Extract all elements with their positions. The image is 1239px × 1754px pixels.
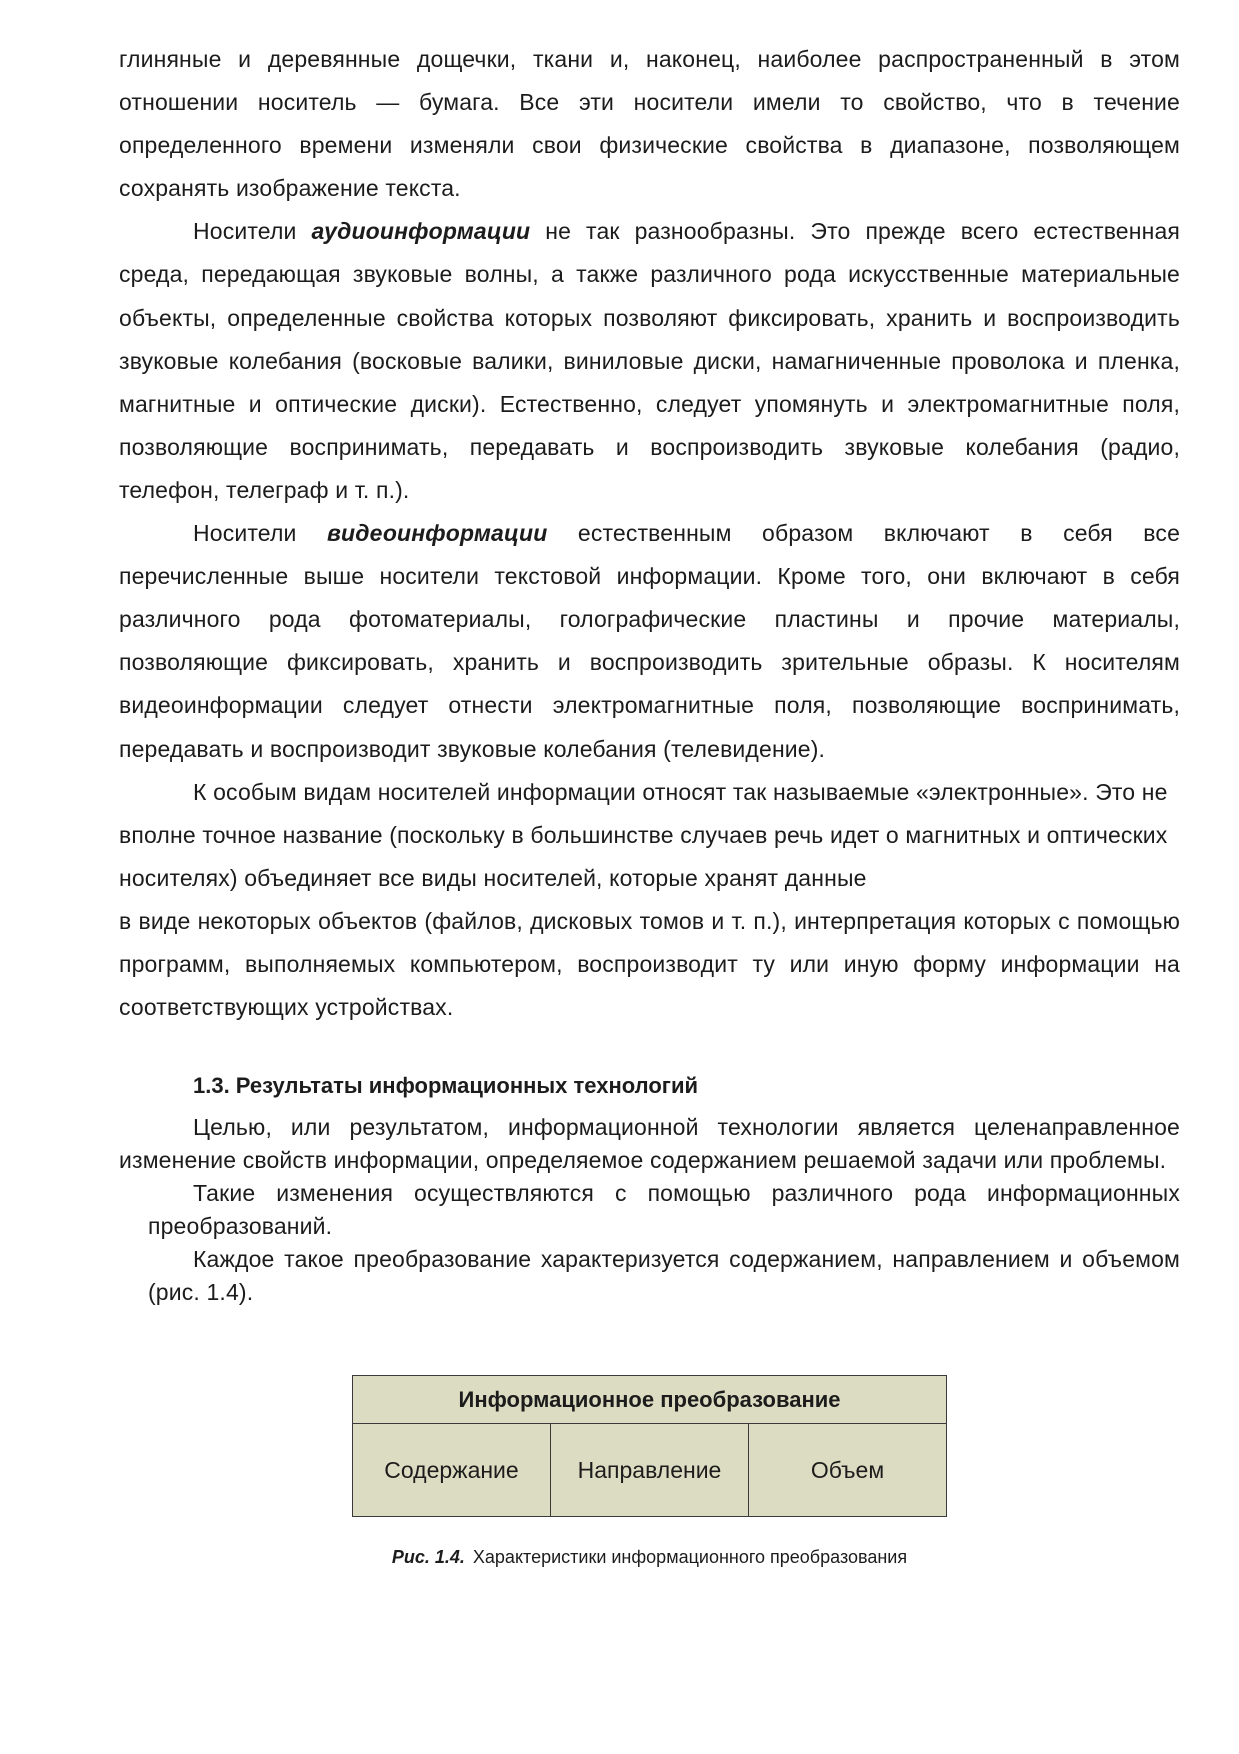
paragraph-video-lead: Носители bbox=[193, 520, 328, 547]
paragraph-audio-lead: Носители bbox=[193, 218, 312, 245]
diagram-title-cell: Информационное преобразование bbox=[353, 1376, 947, 1424]
figure-caption-text: Характеристики информационного преобразования bbox=[472, 1547, 908, 1567]
paragraph-electronic-carriers-part1: К особым видам носителей информации относят так называемые «электронные». Это не вполне точное название (поскольку в большинстве случаев речь идет о магнитных и оптических носителях) объединяет все виды носителей, которые хранят данные bbox=[119, 778, 1168, 891]
paragraph-video-body: естественным образом включают в себя все перечисленные выше носители текстовой информации. Кроме того, они включают в себя различного рода фотоматериалы, голографические пластины и прочие материалы, позволяющие фиксировать, хранить и воспроизводить зрительные образы. К носителям видеоинформации следует отнести электромагнитные поля, позволяющие воспринимать, передавать и воспроизводит звуковые колебания (телевидение). bbox=[119, 520, 1181, 762]
paragraph-electronic-carriers-part2: в виде некоторых объектов (файлов, дисковых томов и т. п.), интерпретация которых с помощью программ, выполняемых компьютером, воспроизводит ту или иную форму информации на соответствующих устройствах. bbox=[119, 907, 1180, 1021]
section-paragraph-goal: Целью, или результатом, информационной технологии является целенаправленное изменение свойств информации, определяемое содержанием решаемой задачи или проблемы. bbox=[119, 1114, 1180, 1174]
figure-caption-label: Рис. 1.4. bbox=[391, 1547, 465, 1567]
diagram-cell-content: Содержание bbox=[353, 1424, 551, 1517]
term-audio-information: аудиоинформации bbox=[311, 218, 531, 245]
term-video-information: видеоинформации bbox=[327, 520, 548, 547]
transformation-diagram bbox=[352, 1375, 947, 1517]
paragraph-text-carriers: глиняные и деревянные дощечки, ткани и, наконец, наиболее распространенный в этом отношении носитель — бумага. Все эти носители имели то свойство, что в течение определенного времени изменяли свои физические свойства в диапазоне, позволяющем сохранять изображение текста. bbox=[119, 46, 1180, 202]
figure-caption bbox=[352, 1547, 947, 1568]
figure-1-4 bbox=[352, 1375, 947, 1568]
paragraph-audio-carriers bbox=[119, 210, 1180, 512]
diagram-cell-volume: Объем bbox=[749, 1424, 947, 1517]
section-paragraph-transformations: Такие изменения осуществляются с помощью различного рода информационных преобразований. bbox=[148, 1180, 1180, 1240]
section-paragraph-characteristics: Каждое такое преобразование характеризуется содержанием, направлением и объемом (рис. 1.4). bbox=[148, 1246, 1180, 1306]
diagram-cell-direction: Направление bbox=[551, 1424, 749, 1517]
section-heading: 1.3. Результаты информационных технологий bbox=[193, 1073, 699, 1099]
paragraph-audio-body: не так разнообразны. Это прежде всего естественная среда, передающая звуковые волны, а также различного рода искусственные материальные объекты, определенные свойства которых позволяют фиксировать, хранить и воспроизводить звуковые колебания (восковые валики, виниловые диски, намагниченные проволока и пленка, магнитные и оптические диски). Естественно, следует упомянуть и электромагнитные поля, позволяющие воспринимать, передавать и воспроизводить звуковые колебания (радио, телефон, телеграф и т. п.). bbox=[119, 218, 1180, 503]
document-page bbox=[119, 38, 1180, 1309]
paragraph-video-carriers bbox=[119, 512, 1180, 771]
